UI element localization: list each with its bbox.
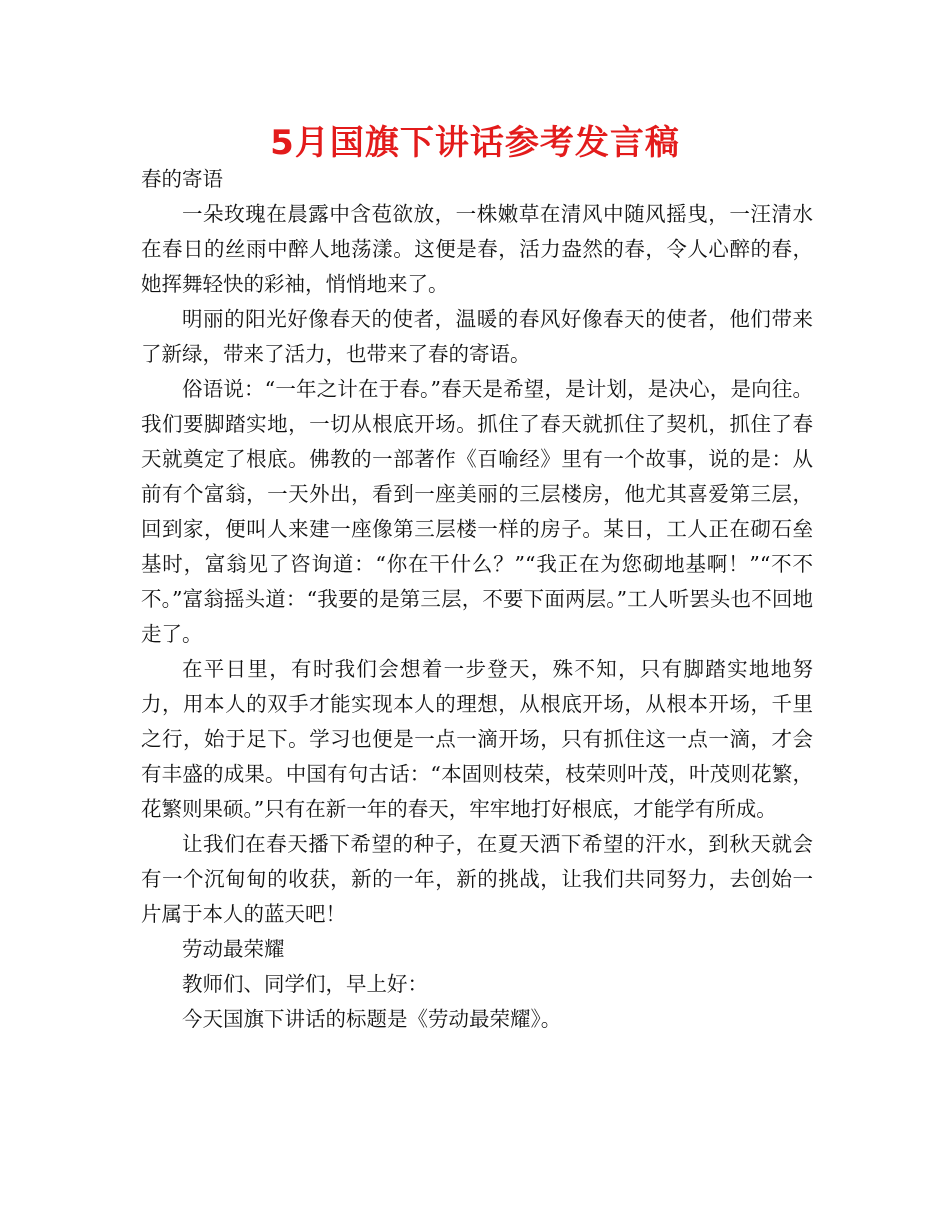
section-heading: 春的寄语 (141, 167, 223, 191)
paragraph: 俗语说：“一年之计在于春。”春天是希望，是计划，是决心，是向往。我们要脚踏实地，一切从根底开场。抓住了春天就抓住了契机，抓住了春天就奠定了根底。佛教的一部著作《百喻经》里有一个故事，说的是：从前有个富翁，一天外出，看到一座美丽的三层楼房，他尤其喜爱第三层，回到家，便叫人来建一座像第三层楼一样的房子。某日，工人正在砌石垒基时，富翁见了咨询道：“你在干什么？”“我正在为您砌地基啊！”“不不不。”富翁摇头道：“我要的是第三层，不要下面两层。”工人听罢头也不回地走了。 (141, 377, 813, 646)
paragraph: 一朵玫瑰在晨露中含苞欲放，一株嫩草在清风中随风摇曳，一汪清水在春日的丝雨中醉人地荡漾。这便是春，活力盎然的春，令人心醉的春，她挥舞轻快的彩袖，悄悄地来了。 (141, 202, 813, 296)
paragraph: 在平日里，有时我们会想着一步登天，殊不知，只有脚踏实地地努力，用本人的双手才能实现本人的理想，从根底开场，从根本开场，千里之行，始于足下。学习也便是一点一滴开场，只有抓住这一点一滴，才会有丰盛的成果。中国有句古话：“本固则枝荣，枝荣则叶茂，叶茂则花繁，花繁则果硕。”只有在新一年的春天，牢牢地打好根底，才能学有所成。 (141, 657, 813, 821)
paragraph: 明丽的阳光好像春天的使者，温暖的春风好像春天的使者，他们带来了新绿，带来了活力，也带来了春的寄语。 (141, 307, 813, 366)
document-body (141, 162, 813, 1037)
document-title: 5月国旗下讲话参考发言稿 (270, 123, 680, 163)
paragraph: 今天国旗下讲话的标题是《劳动最荣耀》。 (182, 1007, 562, 1031)
paragraph: 让我们在春天播下希望的种子，在夏天洒下希望的汗水，到秋天就会有一个沉甸甸的收获，新的一年，新的挑战，让我们共同努力，去创始一片属于本人的蓝天吧！ (141, 832, 813, 926)
section-heading: 劳动最荣耀 (182, 937, 285, 961)
paragraph: 教师们、同学们，早上好： (182, 972, 428, 996)
